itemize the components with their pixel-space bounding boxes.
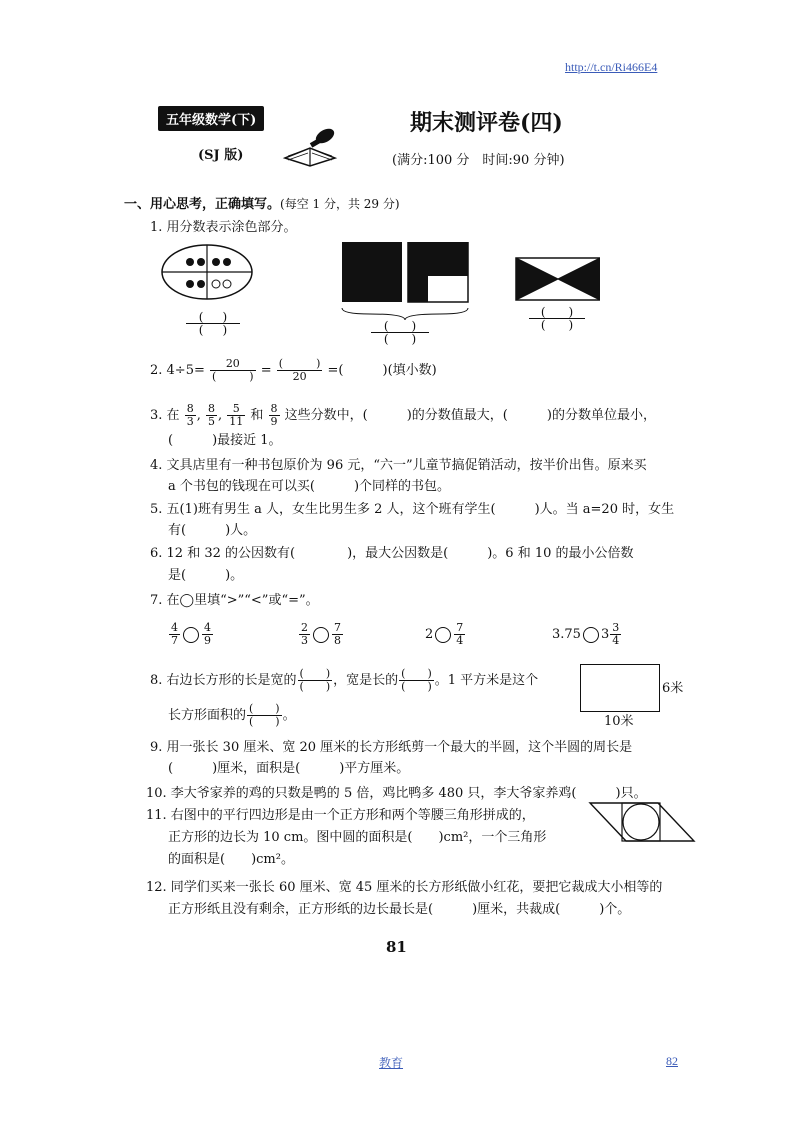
q2-fraction-1: $\frac{20}{( )}$ [212,357,254,383]
q7-compare-c: 2 $\frac{7}{4}$ [425,621,464,647]
compare-circle[interactable] [583,627,599,643]
parallelogram-figure [588,801,696,843]
question-1: 1. 用分数表示涂色部分。 [150,220,297,235]
q1-answer-blank-1[interactable]: ( ) ( ) [186,311,240,336]
question-8: 8. 右边长方形的长是宽的 $\frac{( )}{( )}$ ，宽是长的 $\frac{( )}{( )}$ 。1 平方米是这个 [150,667,539,693]
rect-height-label: 6米 [662,681,684,696]
question-12: 12. 同学们买来一张长 60 厘米、宽 45 厘米的长方形纸做小红花，要把它裁成大小相等的 [146,880,663,895]
compare-circle[interactable] [183,627,199,643]
q8-rectangle [580,664,660,712]
score-info: (满分:100 分 时间:90 分钟) [392,153,565,168]
question-4: 4. 文具店里有一种书包原价为 96 元，“六一”儿童节搞促销活动，按半价出售。原来买 [150,458,647,473]
page-title: 期末测评卷(四) [410,110,563,136]
q1-answer-blank-2[interactable]: ( ) ( ) [371,320,429,345]
edition-label: (SJ 版) [198,148,244,163]
footer-page-link[interactable]: 82 [666,1054,678,1068]
top-link[interactable]: http://t.cn/Ri466E4 [565,60,658,74]
question-3-line-2: ( )最接近 1。 [168,433,282,448]
question-2: 2. 4÷5= $\frac{20}{( )}$ = $\frac{( )}{20}$ =( )(填小数) [150,357,437,383]
question-4-line-2: a 个书包的钱现在可以买( )个同样的书包。 [168,479,451,494]
question-11-line-3: 的面积是( )cm²。 [168,852,294,867]
q7-compare-d: 3.75 3 $\frac{3}{4}$ [552,621,620,647]
compare-circle[interactable] [313,627,329,643]
question-10: 10. 李大爷家养的鸡的只数是鸭的 5 倍，鸡比鸭多 480 只，李大爷家养鸡( )只。 [146,786,647,801]
question-6-line-2: 是( )。 [168,568,244,583]
q2-fraction-2: $\frac{( )}{20}$ [278,357,321,383]
section-note: (每空 1 分，共 29 分) [280,197,400,211]
q7-compare-a: $\frac{4}{7}$ $\frac{4}{9}$ [171,621,211,647]
section-heading [124,195,400,214]
compare-circle[interactable] [435,627,451,643]
question-9: 9. 用一张长 30 厘米、宽 20 厘米的长方形纸剪一个最大的半圆，这个半圆的周长是 [150,740,633,755]
question-6: 6. 12 和 32 的公因数有( )，最大公因数是( )。6 和 10 的最小公倍数 [150,546,634,561]
section-title: 一、用心思考，正确填写。 [124,197,281,212]
question-9-line-2: ( )厘米，面积是( )平方厘米。 [168,761,410,776]
question-11-line-2: 正方形的边长为 10 cm。图中圆的面积是( )cm²，一个三角形 [168,830,547,845]
question-12-line-2: 正方形纸且没有剩余，正方形纸的边长最长是( )厘米，共裁成( )个。 [168,902,631,917]
book-icon [280,118,350,168]
q7-compare-b: $\frac{2}{3}$ $\frac{7}{8}$ [301,621,341,647]
question-5-line-2: 有( )人。 [168,523,257,538]
question-8-line-2: 长方形面积的 $\frac{( )}{( )}$ 。 [168,702,296,728]
question-3: 3. 在 $\frac{8}{3}$ , $\frac{8}{5}$ , $\frac{5}{11}$ 和 $\frac{8}{9}$ 这些分数中，( )的分数值最大，( )的分数单位最小， [150,402,656,428]
page-number: 81 [386,938,407,956]
squares-figure [342,242,468,320]
rect-width-label: 10米 [604,714,634,729]
footer-link[interactable]: 教育 [379,1056,404,1070]
question-11: 11. 右图中的平行四边形是由一个正方形和两个等腰三角形拼成的， [146,808,535,823]
q1-answer-blank-3[interactable]: ( ) ( ) [529,306,585,331]
question-7: 7. 在◯里填“>”“<”或“=”。 [150,593,319,608]
triangles-figure [516,258,600,300]
ellipse-dots-figure [162,245,252,299]
grade-badge: 五年级数学(下) [158,106,264,131]
question-5: 5. 五(1)班有男生 a 人，女生比男生多 2 人，这个班有学生( )人。当 a=20 时，女生 [150,502,675,517]
